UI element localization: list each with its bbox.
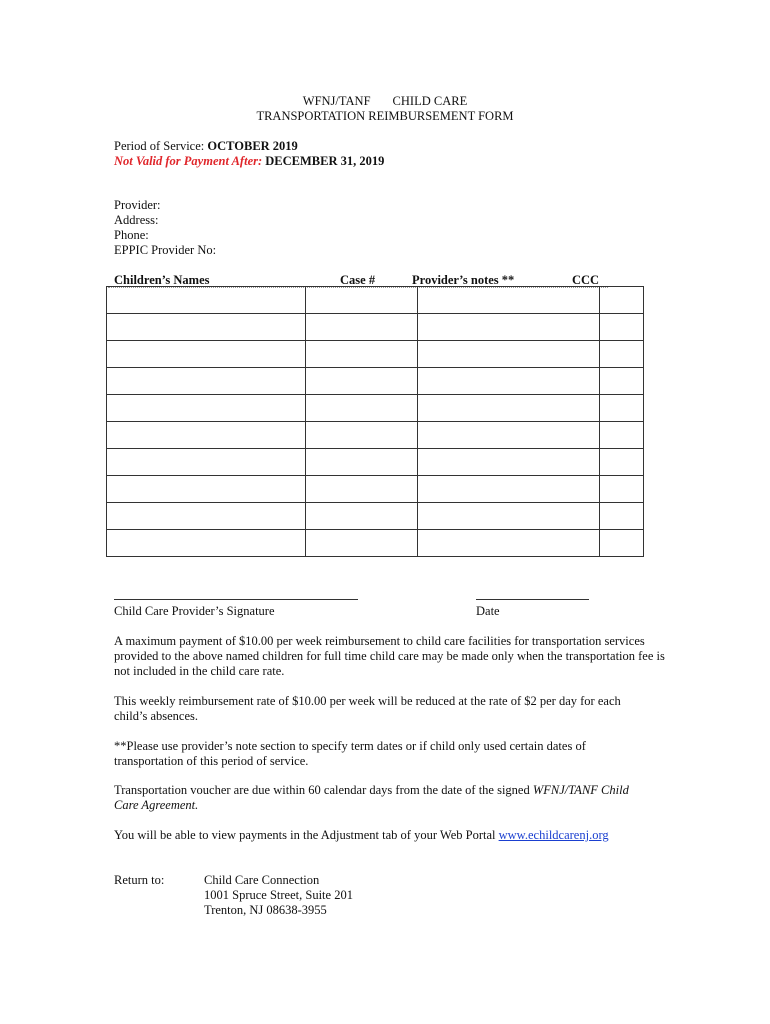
validity-value: DECEMBER 31, 2019 [265,154,385,168]
paragraph-voucher-due [114,783,649,813]
header-case-number: Case # [340,273,376,287]
table-row [107,287,644,314]
provider-notes-cell[interactable] [418,395,600,422]
table-row [107,422,644,449]
ccc-cell[interactable] [600,368,644,395]
period-of-service [114,139,298,154]
return-street: 1001 Spruce Street, Suite 201 [204,888,353,902]
portal-text: You will be able to view payments in the Adjustment tab of your Web Portal [114,828,499,842]
provider-field-label: Provider: [114,198,161,212]
date-line [476,599,589,600]
case-number-cell[interactable] [305,530,418,557]
paragraph-web-portal [114,828,714,843]
case-number-cell[interactable] [305,395,418,422]
form-title-line2: TRANSPORTATION REIMBURSEMENT FORM [256,109,514,123]
provider-notes-cell[interactable] [418,287,600,314]
form-title-line1 [0,94,770,109]
case-number-cell[interactable] [305,341,418,368]
provider-notes-cell[interactable] [418,476,600,503]
table-row [107,449,644,476]
child-name-cell[interactable] [107,530,306,557]
ccc-cell[interactable] [600,530,644,557]
portal-link[interactable]: www.echildcarenj.org [498,828,609,842]
header-ccc: CCC [572,273,600,287]
child-name-cell[interactable] [107,395,306,422]
provider-notes-cell[interactable] [418,449,600,476]
return-org-name: Child Care Connection [204,873,320,887]
child-name-cell[interactable] [107,341,306,368]
table-row [107,476,644,503]
case-number-cell[interactable] [305,503,418,530]
phone-field-label: Phone: [114,228,149,242]
return-city: Trenton, NJ 08638-3955 [204,903,327,917]
child-name-cell[interactable] [107,368,306,395]
provider-notes-cell[interactable] [418,368,600,395]
children-table [106,286,644,557]
ccc-cell[interactable] [600,287,644,314]
title-program: CHILD CARE [392,94,468,108]
ccc-cell[interactable] [600,422,644,449]
child-name-cell[interactable] [107,449,306,476]
provider-notes-cell[interactable] [418,530,600,557]
ccc-cell[interactable] [600,341,644,368]
child-name-cell[interactable] [107,422,306,449]
address-field-label: Address: [114,213,159,227]
provider-notes-cell[interactable] [418,341,600,368]
title-agency: WFNJ/TANF [302,94,371,108]
child-name-cell[interactable] [107,476,306,503]
ccc-cell[interactable] [600,476,644,503]
agreement-title: WFNJ/TANF Child Care Agreement. [114,783,629,812]
period-value: OCTOBER 2019 [207,139,298,153]
return-to-label: Return to: [114,873,165,887]
case-number-cell[interactable] [305,422,418,449]
header-providers-notes: Provider’s notes ** [412,273,515,287]
payment-validity [114,154,384,169]
period-label: Period of Service: [114,139,205,153]
return-address-block [204,873,353,918]
table-row [107,314,644,341]
header-childrens-names: Children’s Names [114,273,210,287]
signature-label: Child Care Provider’s Signature [114,604,275,618]
eppic-field-label: EPPIC Provider No: [114,243,217,257]
child-name-cell[interactable] [107,314,306,341]
paragraph-provider-notes: **Please use provider’s note section to specify term dates or if child only used certain dates of transportation of this period of service. [114,739,586,768]
child-name-cell[interactable] [107,503,306,530]
provider-notes-cell[interactable] [418,503,600,530]
paragraph-reduction-rate: This weekly reimbursement rate of $10.00 per week will be reduced at the rate of $2 per day for each child’s absences. [114,694,621,723]
case-number-cell[interactable] [305,449,418,476]
case-number-cell[interactable] [305,476,418,503]
table-row [107,503,644,530]
validity-label: Not Valid for Payment After: [114,154,263,168]
table-row [107,530,644,557]
ccc-cell[interactable] [600,503,644,530]
signature-line [114,599,358,600]
provider-info-block [114,198,216,258]
child-name-cell[interactable] [107,287,306,314]
provider-notes-cell[interactable] [418,422,600,449]
paragraph-max-payment: A maximum payment of $10.00 per week reimbursement to child care facilities for transportation services provided to the above named children for full time child care may be made only when the transportation fee is not included in the child care rate. [114,634,665,678]
ccc-cell[interactable] [600,314,644,341]
table-row [107,341,644,368]
date-label: Date [476,604,500,618]
ccc-cell[interactable] [600,449,644,476]
voucher-text: Transportation voucher are due within 60 calendar days from the date of the signed [114,783,533,797]
provider-notes-cell[interactable] [418,314,600,341]
table-row [107,368,644,395]
case-number-cell[interactable] [305,287,418,314]
table-row [107,395,644,422]
ccc-cell[interactable] [600,395,644,422]
case-number-cell[interactable] [305,314,418,341]
case-number-cell[interactable] [305,368,418,395]
